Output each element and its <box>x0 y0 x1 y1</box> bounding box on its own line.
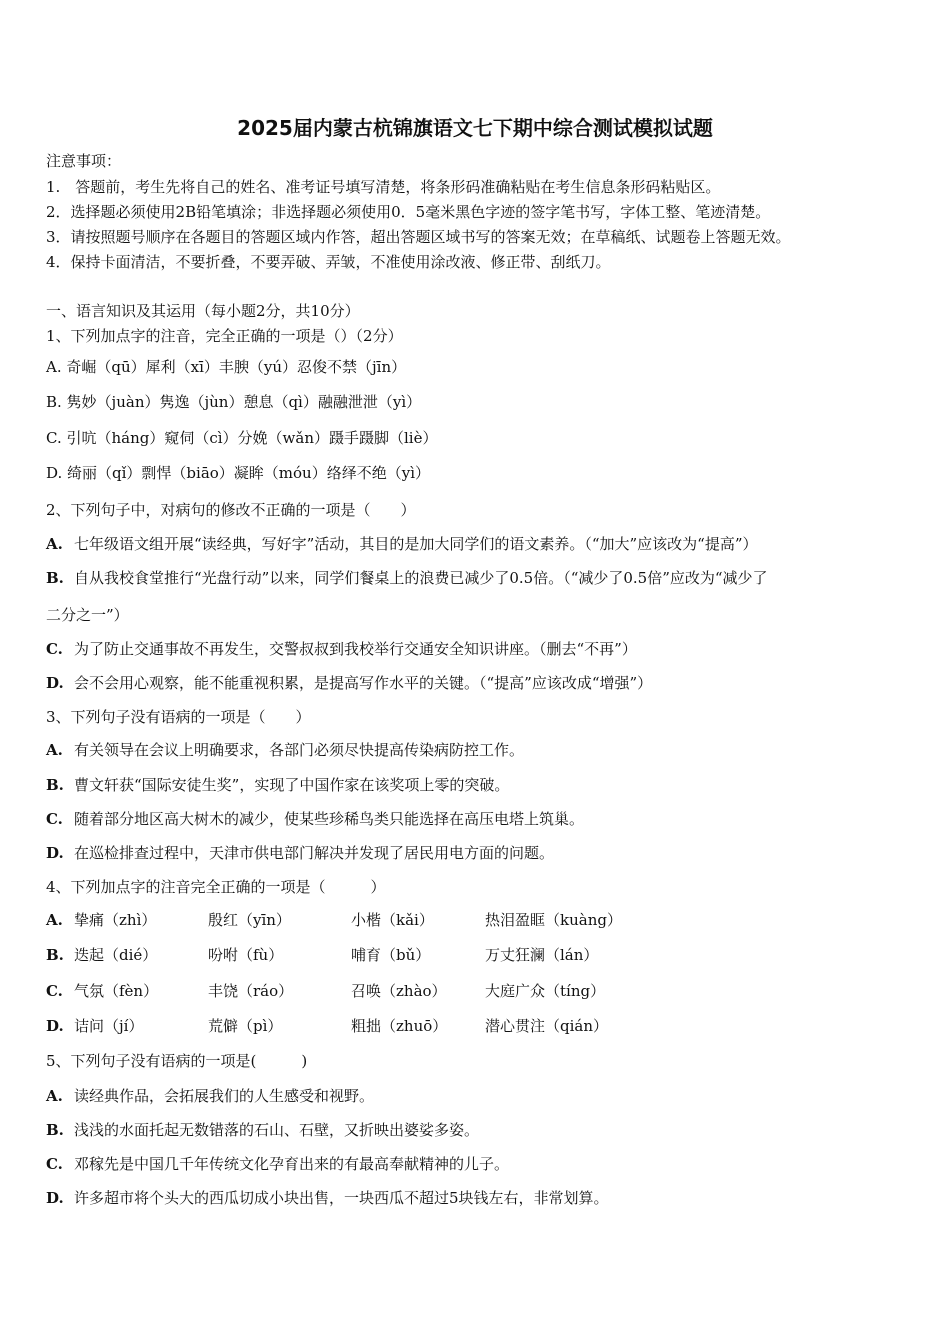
option-label: A. <box>46 911 63 929</box>
q2-stem: 2、下列句子中，对病句的修改不正确的一项是（ ） <box>46 501 416 519</box>
option-label: A. <box>46 535 63 553</box>
q2-option-b-continued: 二分之一”） <box>46 606 129 624</box>
q4-cell: 召唤（zhào） <box>351 982 447 1000</box>
option-text: 曹文轩获“国际安徒生奖”，实现了中国作家在该奖项上零的突破。 <box>74 776 510 794</box>
q5-option-a <box>46 1087 374 1105</box>
notice-item-4: 4．保持卡面清洁，不要折叠，不要弄破、弄皱，不准使用涂改液、修正带、刮纸刀。 <box>46 253 611 271</box>
option-label: C. <box>46 982 63 1000</box>
option-label: D. <box>46 1017 64 1035</box>
q2-option-a <box>46 535 758 553</box>
page-title: 2025届内蒙古杭锦旗语文七下期中综合测试模拟试题 <box>237 116 713 140</box>
option-text: 在巡检排查过程中，天津市供电部门解决并发现了居民用电方面的问题。 <box>74 844 555 862</box>
q4-cell: 哺育（bǔ） <box>351 946 431 964</box>
q1-stem: 1、下列加点字的注音，完全正确的一项是（）（2分） <box>46 327 403 345</box>
q3-option-a <box>46 741 524 759</box>
q2-option-b <box>46 569 768 587</box>
option-label: D. <box>46 844 64 862</box>
option-text: 七年级语文组开展“读经典，写好字”活动，其目的是加大同学们的语文素养。（“加大”应该改为“提高”） <box>74 535 758 553</box>
notice-item-1: 1. 答题前，考生先将自己的姓名、准考证号填写清楚，将条形码准确粘贴在考生信息条形码粘贴区。 <box>46 178 721 196</box>
q4-cell: 小楷（kǎi） <box>351 911 434 929</box>
q2-option-d <box>46 674 652 692</box>
option-text: 为了防止交通事故不再发生，交警叔叔到我校举行交通安全知识讲座。（删去“不再”） <box>74 640 637 658</box>
q5-option-c <box>46 1155 509 1173</box>
q5-stem: 5、下列句子没有语病的一项是( ) <box>46 1052 308 1070</box>
q4-cell: 诘问（jí） <box>74 1017 144 1035</box>
option-text: 许多超市将个头大的西瓜切成小块出售，一块西瓜不超过5块钱左右，非常划算。 <box>74 1189 609 1207</box>
notice-item-2: 2．选择题必须使用2B铅笔填涂；非选择题必须使用0．5毫米黑色字迹的签字笔书写，字体工整、笔迹清楚。 <box>46 203 771 221</box>
q3-stem: 3、下列句子没有语病的一项是（ ） <box>46 708 311 726</box>
section-heading: 一、语言知识及其运用（每小题2分，共10分） <box>46 302 360 320</box>
option-text: 有关领导在会议上明确要求，各部门必须尽快提高传染病防控工作。 <box>74 741 525 759</box>
q5-option-d <box>46 1189 609 1207</box>
option-text: 邓稼先是中国几千年传统文化孕育出来的有最高奉献精神的儿子。 <box>74 1155 510 1173</box>
option-text: 随着部分地区高大树木的减少，使某些珍稀鸟类只能选择在高压电塔上筑巢。 <box>74 810 585 828</box>
q3-option-c <box>46 810 584 828</box>
q2-option-c <box>46 640 637 658</box>
option-label: C. <box>46 1155 63 1173</box>
q4-cell: 大庭广众（tíng） <box>485 982 606 1000</box>
option-label: B. <box>46 776 64 794</box>
option-text: 会不会用心观察，能不能重视积累，是提高写作水平的关键。（“提高”应该改成“增强”） <box>74 674 653 692</box>
q1-option-b: B. 隽妙（juàn）隽逸（jùn）憩息（qì）融融泄泄（yì） <box>46 393 422 411</box>
option-label: A. <box>46 741 63 759</box>
q4-cell: 迭起（dié） <box>74 946 158 964</box>
q4-cell: 万丈狂澜（lán） <box>485 946 599 964</box>
option-label: A. <box>46 1087 63 1105</box>
q4-cell: 殷红（yīn） <box>208 911 291 929</box>
option-label: D. <box>46 674 64 692</box>
option-text: 浅浅的水面托起无数错落的石山、石壁，又折映出婆娑多姿。 <box>74 1121 480 1139</box>
q4-cell: 丰饶（ráo） <box>208 982 294 1000</box>
q1-option-c: C. 引吭（háng）窥伺（cì）分娩（wǎn）蹑手蹑脚（liè） <box>46 429 438 447</box>
option-text: 自从我校食堂推行“光盘行动”以来，同学们餐桌上的浪费已减少了0.5倍。（“减少了0.5倍”应改为“减少了 <box>74 569 768 587</box>
option-label: D. <box>46 1189 64 1207</box>
q5-option-b <box>46 1121 479 1139</box>
option-label: C. <box>46 810 63 828</box>
option-label: B. <box>46 569 64 587</box>
q4-cell: 挚痛（zhì） <box>74 911 157 929</box>
q4-cell: 气氛（fèn） <box>74 982 159 1000</box>
q1-option-a: A. 奇崛（qū）犀利（xī）丰腴（yú）忍俊不禁（jīn） <box>46 358 407 376</box>
option-label: B. <box>46 1121 64 1139</box>
q3-option-b <box>46 776 509 794</box>
notice-heading: 注意事项： <box>46 152 122 170</box>
option-label: C. <box>46 640 63 658</box>
q3-option-d <box>46 844 554 862</box>
q4-cell: 热泪盈眶（kuàng） <box>485 911 622 929</box>
q4-cell: 潜心贯注（qián） <box>485 1017 609 1035</box>
q4-cell: 吩咐（fù） <box>208 946 284 964</box>
q1-option-d: D. 绮丽（qǐ）剽悍（biāo）凝眸（móu）络绎不绝（yì） <box>46 464 430 482</box>
option-label: B. <box>46 946 64 964</box>
q4-stem: 4、下列加点字的注音完全正确的一项是（ ） <box>46 878 386 896</box>
notice-item-3: 3．请按照题号顺序在各题目的答题区域内作答，超出答题区域书写的答案无效；在草稿纸、试题卷上答题无效。 <box>46 228 791 246</box>
q4-cell: 荒僻（pì） <box>208 1017 283 1035</box>
option-text: 读经典作品，会拓展我们的人生感受和视野。 <box>74 1087 375 1105</box>
q4-cell: 粗拙（zhuō） <box>351 1017 448 1035</box>
